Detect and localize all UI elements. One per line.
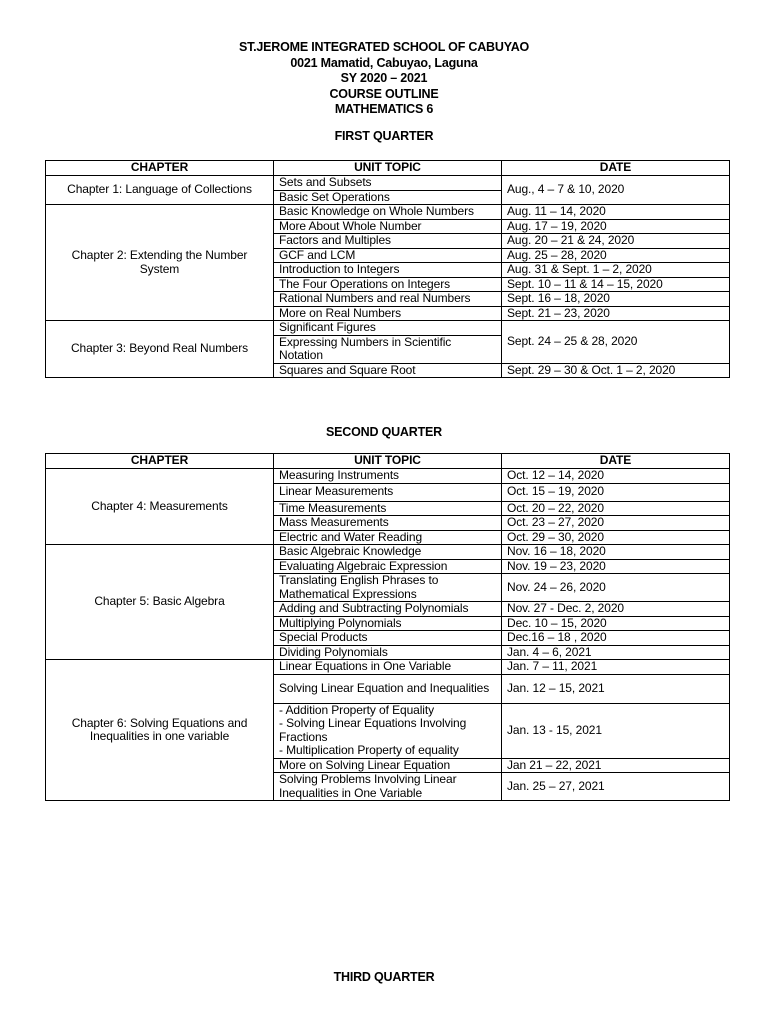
date-cell: Nov. 27 - Dec. 2, 2020: [502, 602, 730, 617]
topic-subitem: - Multiplication Property of equality: [279, 743, 459, 757]
date-cell: Oct. 29 – 30, 2020: [502, 530, 730, 545]
topic-cell: More on Real Numbers: [274, 306, 502, 321]
topic-subitem: - Addition Property of Equality: [279, 702, 434, 717]
school-name: ST.JEROME INTEGRATED SCHOOL OF CABUYAO: [238, 40, 530, 54]
second-quarter-table: [45, 453, 730, 801]
document-header: [0, 40, 768, 118]
table-row: [46, 321, 730, 336]
date-cell: Aug. 11 – 14, 2020: [502, 205, 730, 220]
date-cell: Oct. 12 – 14, 2020: [502, 469, 730, 484]
table-row: [46, 660, 730, 675]
topic-cell: Dividing Polynomials: [274, 645, 502, 660]
date-cell: Dec. 10 – 15, 2020: [502, 616, 730, 631]
column-header-date: DATE: [502, 161, 730, 176]
topic-cell: Multiplying Polynomials: [274, 616, 502, 631]
topic-cell: Squares and Square Root: [274, 363, 502, 378]
topic-cell: More on Solving Linear Equation: [274, 758, 502, 773]
date-cell: Sept. 10 – 11 & 14 – 15, 2020: [502, 277, 730, 292]
date-cell: Jan. 4 – 6, 2021: [502, 645, 730, 660]
date-cell: Aug. 20 – 21 & 24, 2020: [502, 234, 730, 249]
date-cell: Sept. 24 – 25 & 28, 2020: [502, 321, 730, 364]
column-header-topic: UNIT TOPIC: [274, 161, 502, 176]
topic-cell: Translating English Phrases to Mathematical Expressions: [274, 574, 502, 602]
topic-cell: Mass Measurements: [274, 516, 502, 531]
topic-cell: Evaluating Algebraic Expression: [274, 559, 502, 574]
date-cell: Jan. 25 – 27, 2021: [502, 773, 730, 801]
chapter-cell: Chapter 3: Beyond Real Numbers: [46, 321, 274, 378]
topic-cell: Adding and Subtracting Polynomials: [274, 602, 502, 617]
chapter-cell: Chapter 1: Language of Collections: [46, 176, 274, 205]
topic-cell: Solving Linear Equation and Inequalities: [274, 674, 502, 703]
table-row: [46, 205, 730, 220]
topic-cell: Introduction to Integers: [274, 263, 502, 278]
document-title: COURSE OUTLINE: [329, 86, 439, 101]
column-header-date: DATE: [502, 454, 730, 469]
topic-cell: Solving Problems Involving Linear Inequalities in One Variable: [274, 773, 502, 801]
chapter-cell: Chapter 4: Measurements: [46, 469, 274, 545]
topic-cell: Linear Equations in One Variable: [274, 660, 502, 675]
table-header-row: [46, 161, 730, 176]
table-header-row: [46, 454, 730, 469]
date-cell: Jan. 7 – 11, 2021: [502, 660, 730, 675]
date-cell: Aug. 25 – 28, 2020: [502, 248, 730, 263]
chapter-cell: Chapter 5: Basic Algebra: [46, 545, 274, 660]
topic-cell: Electric and Water Reading: [274, 530, 502, 545]
first-quarter-table: [45, 160, 730, 378]
second-quarter-title: SECOND QUARTER: [326, 425, 442, 439]
date-cell: Sept. 29 – 30 & Oct. 1 – 2, 2020: [502, 363, 730, 378]
topic-cell: Linear Measurements: [274, 483, 502, 501]
chapter-cell: Chapter 6: Solving Equations and Inequalities in one variable: [46, 660, 274, 801]
topic-cell: Significant Figures: [274, 321, 502, 336]
date-cell: Aug., 4 – 7 & 10, 2020: [502, 176, 730, 205]
topic-cell: Special Products: [274, 631, 502, 646]
date-cell: Aug. 31 & Sept. 1 – 2, 2020: [502, 263, 730, 278]
topic-cell: [274, 703, 502, 758]
date-cell: Jan. 13 - 15, 2021: [502, 703, 730, 758]
table-row: [46, 469, 730, 484]
date-cell: Sept. 16 – 18, 2020: [502, 292, 730, 307]
date-cell: Nov. 19 – 23, 2020: [502, 559, 730, 574]
topic-cell: More About Whole Number: [274, 219, 502, 234]
column-header-chapter: CHAPTER: [46, 454, 274, 469]
column-header-topic: UNIT TOPIC: [274, 454, 502, 469]
subject-title: MATHEMATICS 6: [334, 102, 434, 116]
school-year: SY 2020 – 2021: [340, 71, 428, 85]
topic-cell: Sets and Subsets: [274, 176, 502, 191]
school-address: 0021 Mamatid, Cabuyao, Laguna: [290, 55, 478, 70]
chapter-cell: Chapter 2: Extending the Number System: [46, 205, 274, 321]
topic-cell: Time Measurements: [274, 501, 502, 516]
first-quarter-title: FIRST QUARTER: [334, 129, 434, 143]
topic-cell: Basic Knowledge on Whole Numbers: [274, 205, 502, 220]
table-row: [46, 176, 730, 191]
topic-cell: Factors and Multiples: [274, 234, 502, 249]
date-cell: Jan. 12 – 15, 2021: [502, 674, 730, 703]
topic-cell: Basic Algebraic Knowledge: [274, 545, 502, 560]
topic-cell: The Four Operations on Integers: [274, 277, 502, 292]
date-cell: Oct. 15 – 19, 2020: [502, 483, 730, 501]
date-cell: Aug. 17 – 19, 2020: [502, 219, 730, 234]
third-quarter-title: THIRD QUARTER: [333, 970, 435, 984]
table-row: [46, 545, 730, 560]
date-cell: Dec.16 – 18 , 2020: [502, 631, 730, 646]
topic-subitem: - Solving Linear Equations Involving Fractions: [279, 716, 467, 744]
topic-cell: GCF and LCM: [274, 248, 502, 263]
date-cell: Nov. 16 – 18, 2020: [502, 545, 730, 560]
date-cell: Jan 21 – 22, 2021: [502, 758, 730, 773]
column-header-chapter: CHAPTER: [46, 161, 274, 176]
topic-cell: Basic Set Operations: [274, 190, 502, 205]
date-cell: Sept. 21 – 23, 2020: [502, 306, 730, 321]
topic-cell: Rational Numbers and real Numbers: [274, 292, 502, 307]
date-cell: Nov. 24 – 26, 2020: [502, 574, 730, 602]
topic-cell: Expressing Numbers in Scientific Notation: [274, 335, 502, 363]
date-cell: Oct. 20 – 22, 2020: [502, 501, 730, 516]
date-cell: Oct. 23 – 27, 2020: [502, 516, 730, 531]
topic-cell: Measuring Instruments: [274, 469, 502, 484]
